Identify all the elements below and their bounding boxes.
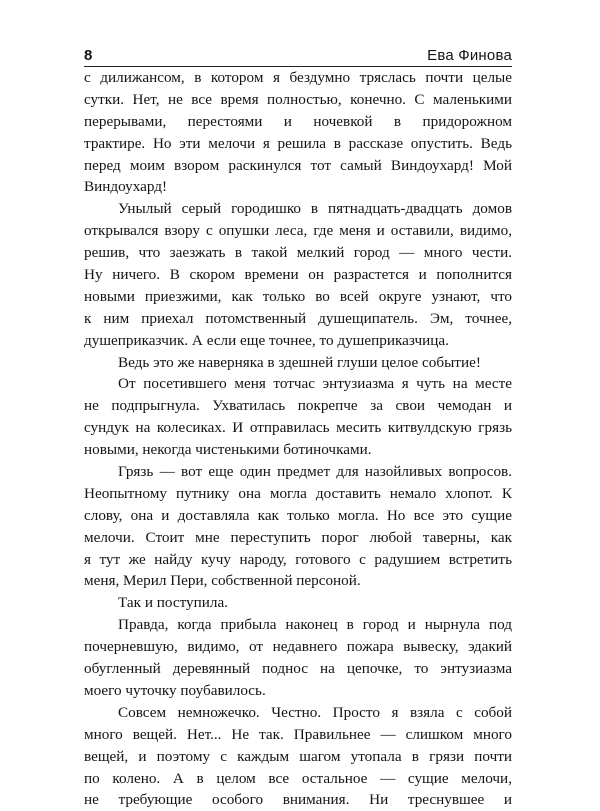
text-line: перерывами, перестоями и ночевкой в придорожном <box>84 112 512 130</box>
text-line: Ну ничего. В скором времени он разрастется и пополнится <box>84 266 512 284</box>
text-line: открывался взору с опушки леса, где меня и оставили, видимо, <box>84 222 512 240</box>
text-line: вещей, и поэтому с каждым шагом утопала в грязи почти <box>84 747 512 765</box>
text-line: Правда, когда прибыла наконец в город и нырнула под <box>118 616 512 634</box>
text-line: мелочи. Стоит мне переступить порог любой таверны, как <box>84 528 512 546</box>
text-line: новыми приезжими, как только во всей округе узнают, что <box>84 287 512 305</box>
text-line: слову, она и доставляла как только могла. Но все это сущие <box>84 506 512 524</box>
body-text <box>84 67 512 811</box>
text-line: решив, что заезжать в такой мелкий город — много чести. <box>84 244 512 262</box>
author-name: Ева Финова <box>427 47 512 64</box>
text-line: обугленный деревянный поднос на цепочке, то энтузиазма <box>84 660 512 678</box>
text-line: не требующие особого внимания. Ни треснувшее и <box>84 791 512 809</box>
text-line: я тут же найду кучу народу, готового с радушием встретить <box>84 550 512 568</box>
text-line: Ведь это же наверняка в здешней глуши целое событие! <box>118 353 481 371</box>
text-line: с дилижансом, в котором я бездумно тряслась почти целые <box>84 69 512 86</box>
text-line: по колено. А в целом все остальное — сущие мелочи, <box>84 769 512 787</box>
text-line: душеприказчик. А если еще точнее, то душеприказчица. <box>84 331 449 349</box>
text-line: почерневшую, видимо, от недавнего пожара вывеску, эдакий <box>84 638 512 656</box>
text-line: трактире. Но эти мелочи я решила в рассказе опустить. Ведь <box>84 134 512 152</box>
text-line: Неопытному путнику она могла доставить немало хлопот. К <box>84 484 512 502</box>
text-line: От посетившего меня тотчас энтузиазма я чуть на месте <box>118 375 512 393</box>
text-line: много вещей. Нет... Не так. Правильнее — слишком много <box>84 725 512 743</box>
text-line: Виндоухард! <box>84 178 168 196</box>
running-head <box>84 46 512 66</box>
text-line: сутки. Нет, не все время полностью, конечно. С маленькими <box>84 90 512 108</box>
text-line: не подпрыгнула. Ухватилась покрепче за свои чемодан и <box>84 397 512 415</box>
text-line: моего чуточку поубавилось. <box>84 681 266 699</box>
text-line: Унылый серый городишко в пятнадцать-двадцать домов <box>118 200 512 218</box>
text-line: сундук на колесиках. И отправилась месить китвулдскую грязь <box>84 419 512 437</box>
text-line: к ним приехал потомственный душещипатель. Эм, точнее, <box>84 309 512 327</box>
text-line: перед моим взором раскинулся тот самый Виндоухард! Мой <box>84 156 512 174</box>
text-line: Так и поступила. <box>118 594 228 612</box>
text-line: Грязь — вот еще один предмет для назойливых вопросов. <box>118 463 512 481</box>
text-line: Совсем немножечко. Честно. Просто я взяла с собой <box>118 703 512 721</box>
page-number: 8 <box>84 47 93 64</box>
text-line: новыми, некогда чистенькими ботиночками. <box>84 441 372 459</box>
text-line: меня, Мерил Пери, собственной персоной. <box>84 572 361 590</box>
